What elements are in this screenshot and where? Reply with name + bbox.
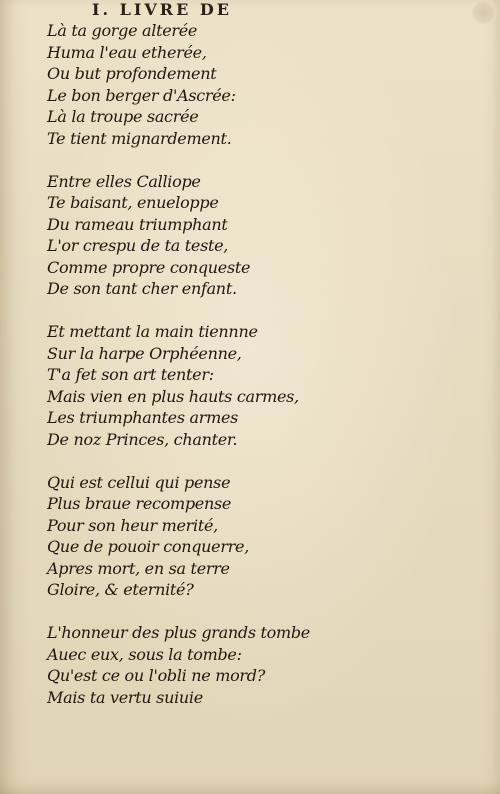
running-head: I. LIVRE DE <box>92 0 232 19</box>
verse-line: Et mettant la main tiennne <box>47 322 258 341</box>
verse-line: Huma l'eau etherée, <box>47 42 207 62</box>
verse-line: Entre elles Calliope <box>47 171 201 191</box>
verse-line: Ou but profondement <box>47 64 217 83</box>
verse-line: Mais ta vertu suiuie <box>47 687 203 707</box>
corner-stain <box>472 2 494 24</box>
verse-line: Qu'est ce ou l'obli ne mord? <box>47 666 265 685</box>
verse-line: Qui est cellui qui pense <box>47 472 231 492</box>
verse-line: Que de pouoir conquerre, <box>47 537 250 556</box>
verse-line: Les triumphantes armes <box>47 408 239 427</box>
verse-line: Là la troupe sacrée <box>47 107 199 126</box>
verse-line: T'a fet son art tenter: <box>47 365 214 384</box>
stanza <box>47 321 467 450</box>
verse-line: Du rameau triumphant <box>47 214 228 234</box>
verse-line: Le bon berger d'Ascrée: <box>47 85 236 105</box>
verse-line: Sur la harpe Orphéenne, <box>47 343 242 363</box>
verse-line: Te tient mignardement. <box>47 128 232 148</box>
poem-text <box>47 20 467 730</box>
verse-line: Pour son heur merité, <box>47 515 218 535</box>
verse-line: Te baisant, enueloppe <box>47 193 219 212</box>
verse-line: Là ta gorge alterée <box>47 21 198 40</box>
verse-line: De son tant cher enfant. <box>47 279 237 298</box>
stanza <box>47 472 467 601</box>
verse-line: Plus braue recompense <box>47 494 232 513</box>
verse-line: L'or crespu de ta teste, <box>47 236 229 255</box>
verse-line: Auec eux, sous la tombe: <box>47 644 242 664</box>
stanza <box>47 20 467 149</box>
verse-line: De noz Princes, chanter. <box>47 429 238 449</box>
verse-line: Comme propre conqueste <box>47 257 251 277</box>
verse-line: L'honneur des plus grands tombe <box>47 623 310 642</box>
verse-line: Gloire, & eternité? <box>47 580 194 599</box>
verse-line: Apres mort, en sa terre <box>47 558 230 578</box>
stanza <box>47 171 467 300</box>
verse-line: Mais vien en plus hauts carmes, <box>47 386 299 406</box>
stanza <box>47 622 467 708</box>
